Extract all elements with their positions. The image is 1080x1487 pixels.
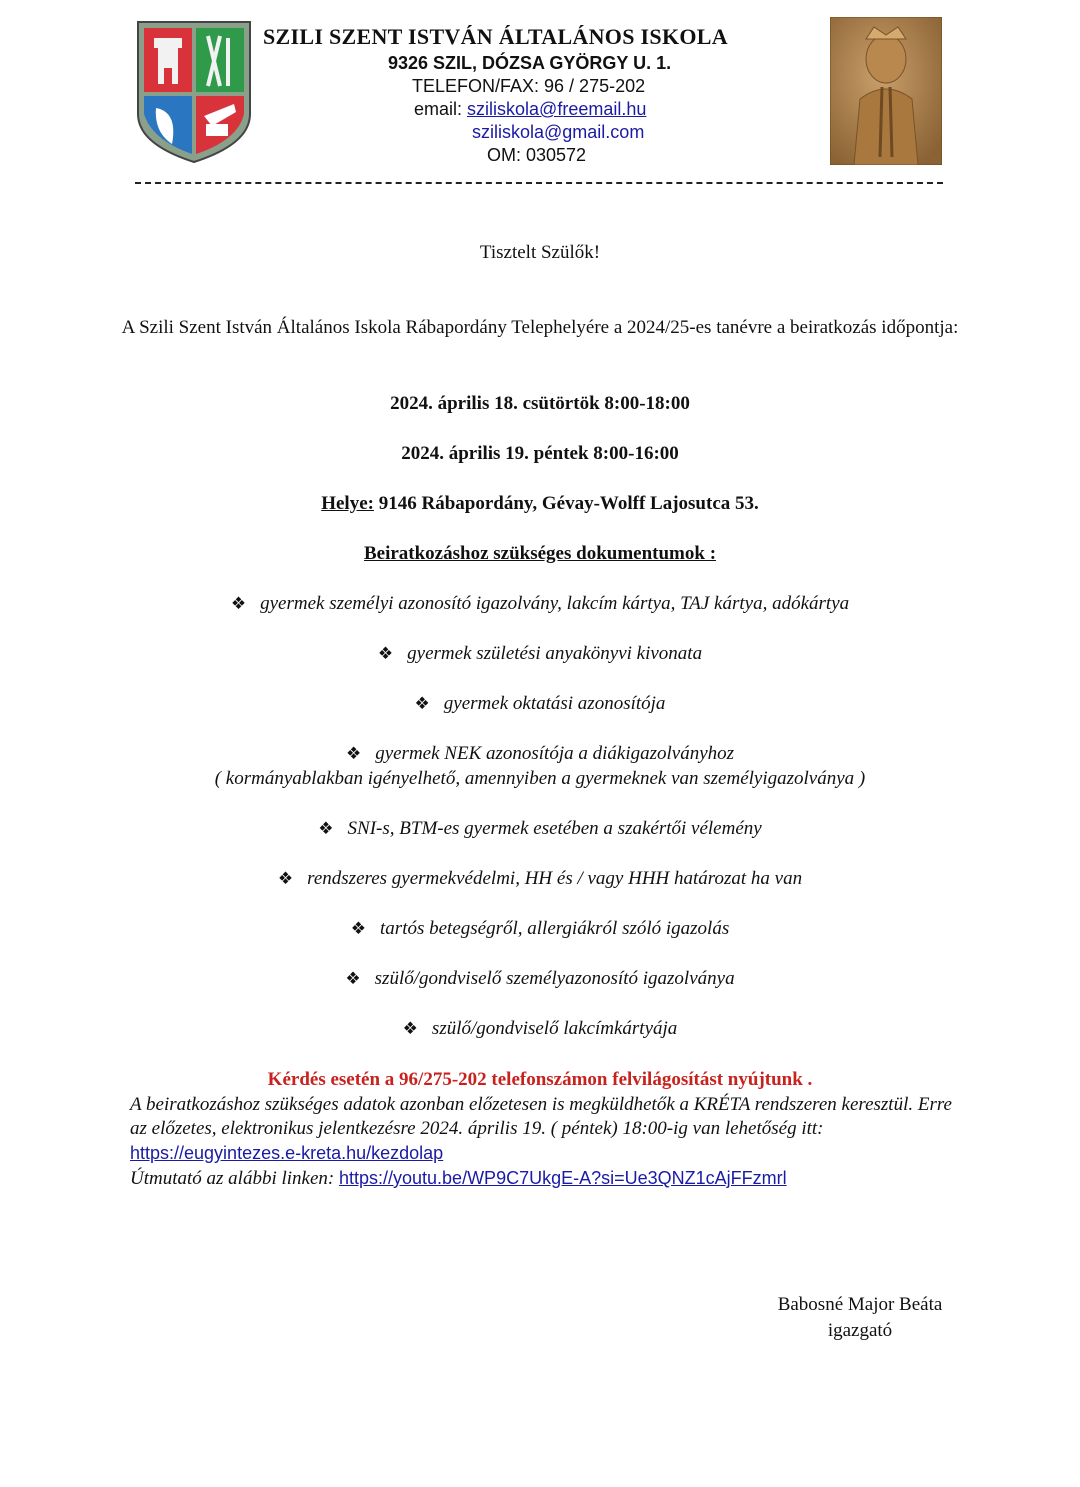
intro-paragraph: A Szili Szent István Általános Iskola Rábapordány Telephelyére a 2024/25-es tanévre a beiratkozás időpontja: xyxy=(121,317,959,338)
bullet-icon: ❖ xyxy=(277,869,294,888)
bullet-icon: ❖ xyxy=(402,1019,418,1038)
bullet-icon: ❖ xyxy=(318,819,334,838)
school-address: 9326 SZIL, DÓZSA GYÖRGY U. 1. xyxy=(388,53,672,73)
document-item: ❖ gyermek oktatási azonosítója xyxy=(414,693,666,714)
document-item: ❖ gyermek személyi azonosító igazolvány, lakcím kártya, TAJ kártya, adókártya xyxy=(230,593,850,614)
kreta-link[interactable]: https://eugyintezes.e-kreta.hu/kezdolap xyxy=(130,1143,444,1163)
document-item: ❖ gyermek születési anyakönyvi kivonata xyxy=(377,643,703,664)
school-om-code: OM: 030572 xyxy=(487,145,587,165)
document-item: ❖ szülő/gondviselő személyazonosító igazolványa xyxy=(345,968,735,989)
document-item: ❖ tartós betegségről, allergiákról szóló igazolás xyxy=(350,918,730,939)
signature-name: Babosné Major Beáta xyxy=(777,1294,943,1315)
guide-text: Útmutató az alábbi linken: xyxy=(130,1168,335,1189)
bullet-icon: ❖ xyxy=(377,644,394,663)
pre-registration-paragraph xyxy=(130,1093,960,1191)
document-item: ❖ rendszeres gyermekvédelmi, HH és / vagy HHH határozat ha van xyxy=(277,868,803,889)
salutation: Tisztelt Szülők! xyxy=(479,242,601,263)
signature-block xyxy=(740,1292,980,1344)
bullet-icon: ❖ xyxy=(230,594,247,613)
pre-registration-text: A beiratkozáshoz szükséges adatok azonban előzetesen is megküldhetők a KRÉTA rendszeren keresztül. Erre az előzetes, elektronikus jelentkezésre 2024. április 19. ( péntek) 18:00-ig van lehetőség itt: xyxy=(130,1094,952,1139)
registration-date-1: 2024. április 18. csütörtök 8:00-18:00 xyxy=(390,393,690,414)
school-crest-logo xyxy=(128,16,260,166)
bullet-icon: ❖ xyxy=(414,694,430,713)
place-value: 9146 Rábapordány, Gévay-Wolff Lajosutca 53. xyxy=(378,493,759,514)
email-link-freemail[interactable]: sziliskola@freemail.hu xyxy=(467,99,647,119)
document-item-note: ( kormányablakban igényelhető, amennyiben a gyermeknek van személyigazolványa ) xyxy=(214,768,866,789)
place-label: Helye: xyxy=(321,493,374,514)
document-item: ❖ gyermek NEK azonosítója a diákigazolványhoz xyxy=(345,743,735,764)
bullet-icon: ❖ xyxy=(345,969,361,988)
email-gmail[interactable]: sziliskola@gmail.com xyxy=(472,122,645,142)
contact-note: Kérdés esetén a 96/275-202 telefonszámon felvilágosítást nyújtunk . xyxy=(267,1069,813,1090)
document-item: ❖ SNI-s, BTM-es gyermek esetében a szakértői vélemény xyxy=(318,818,762,839)
registration-place xyxy=(120,493,960,515)
signature-title: igazgató xyxy=(827,1320,893,1341)
registration-date-2: 2024. április 19. péntek 8:00-16:00 xyxy=(401,443,679,464)
documents-title: Beiratkozáshoz szükséges dokumentumok : xyxy=(363,543,717,564)
bullet-icon: ❖ xyxy=(345,744,362,763)
email-label: email: xyxy=(414,99,463,119)
guide-video-link[interactable]: https://youtu.be/WP9C7UkgE-A?si=Ue3QNZ1cAjFFzmrl xyxy=(338,1168,787,1188)
bullet-icon: ❖ xyxy=(350,919,367,938)
saint-stephen-medal-image xyxy=(830,17,942,165)
header-divider xyxy=(135,182,943,184)
school-name: SZILI SZENT ISTVÁN ÁLTALÁNOS ISKOLA xyxy=(263,24,728,49)
document-item: ❖ szülő/gondviselő lakcímkártyája xyxy=(402,1018,678,1039)
school-phone: TELEFON/FAX: 96 / 275-202 xyxy=(412,76,646,96)
school-email-line xyxy=(414,98,646,121)
